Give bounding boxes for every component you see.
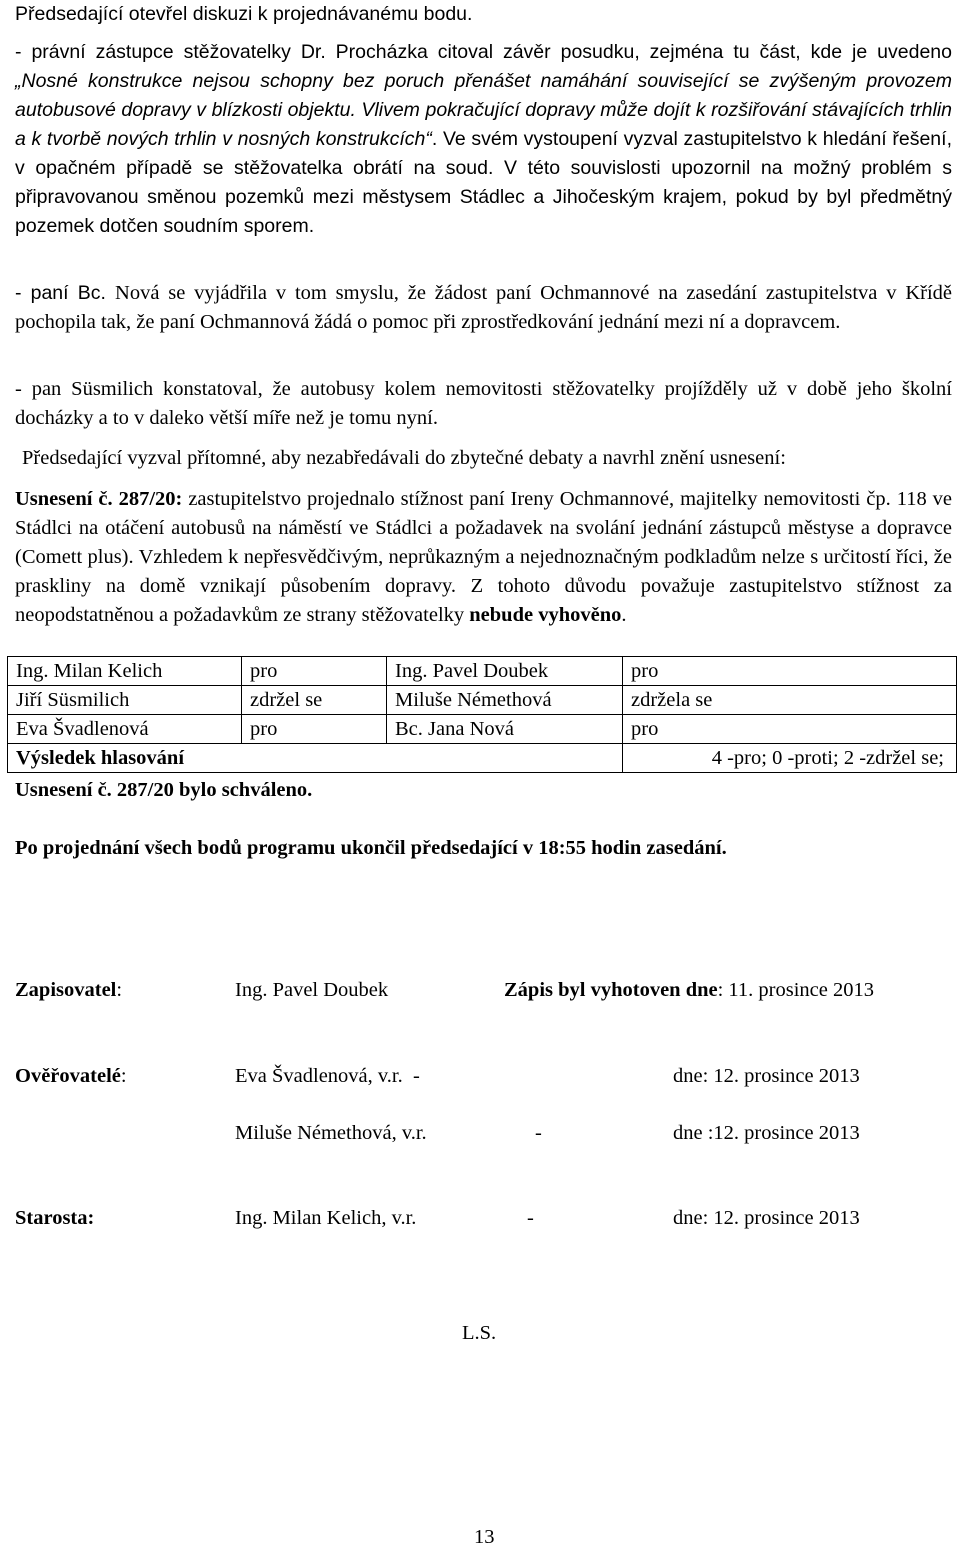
seal-mark: L.S.: [462, 1322, 497, 1344]
prepared-line: Zápis byl vyhotoven dne: 11. prosince 2013: [504, 979, 874, 1001]
recorder-label: Zapisovatel:: [15, 979, 123, 1001]
vote-value: pro: [623, 715, 957, 744]
resolution-end: .: [621, 604, 627, 626]
vote-name: Ing. Pavel Doubek: [387, 657, 623, 686]
recorder-name: Ing. Pavel Doubek: [235, 979, 389, 1001]
mayor-dash: -: [527, 1207, 534, 1229]
table-row: [8, 744, 957, 773]
intro-paragraph: [15, 0, 952, 29]
chair-paragraph: [22, 444, 960, 473]
vote-name: Jiří Süsmilich: [8, 686, 242, 715]
mayor-name: Ing. Milan Kelich, v.r.: [235, 1207, 417, 1229]
vote-value: pro: [242, 657, 387, 686]
resolution-label: Usnesení č. 287/20:: [15, 488, 183, 510]
verifier-2-date: dne :12. prosince 2013: [673, 1122, 860, 1144]
lawyer-text-end: . Ve svém vystoupení vyzval zastupitelstvo k hledání řešení, v opačném případě se stěžovatelka obrátí na soud. V této souvislosti upozornil na možný problém s připravovanou směnou pozemků mezi městysem Stádlec a Jihočeským krajem, pokud by byl předmětný pozemek dotčen soudním sporem.: [15, 128, 952, 237]
resolution-bold-end: nebude vyhověno: [469, 604, 622, 626]
vote-name: Bc. Jana Nová: [387, 715, 623, 744]
resolution-paragraph: [15, 485, 952, 630]
chair-text: Předsedající vyzval přítomné, aby nezabředávali do zbytečné debaty a navrhl znění usnesení:: [22, 447, 786, 469]
table-row: [8, 715, 957, 744]
closing-line: [15, 834, 952, 863]
verifier-2-dash: -: [535, 1122, 542, 1144]
nova-paragraph: [15, 279, 952, 337]
table-row: [8, 686, 957, 715]
verifier-2: Miluše Némethová, v.r.: [235, 1122, 427, 1144]
vote-result-label: Výsledek hlasování: [8, 744, 623, 773]
mayor-label: Starosta:: [15, 1207, 95, 1229]
report-quote: „Nosné konstrukce nejsou schopny bez poruch přenášet namáhání související se zvýšeným provozem autobusové dopravy v blízkosti objektu. Vlivem pokračující dopravy může dojít k rozšiřování stávajících trhlin a k tvorbě nových trhlin v nosných konstrukcích“: [15, 70, 952, 150]
verifier-1-date: dne: 12. prosince 2013: [673, 1065, 860, 1087]
susmilich-paragraph: [15, 375, 952, 433]
susmilich-text: - pan Süsmilich konstatoval, že autobusy kolem nemovitosti stěžovatelky projížděly už v době jeho školní docházky a to v daleko větší míře než je tomu nyní.: [15, 378, 952, 429]
vote-value: pro: [623, 657, 957, 686]
vote-value: zdržel se: [242, 686, 387, 715]
lawyer-paragraph: [15, 38, 952, 241]
vote-name: Eva Švadlenová: [8, 715, 242, 744]
vote-result-value: 4 -pro; 0 -proti; 2 -zdržel se;: [623, 744, 957, 773]
nova-prefix: - paní Bc.: [15, 282, 116, 304]
approval-line: [15, 776, 952, 805]
table-row: [8, 657, 957, 686]
lawyer-text-start: - právní zástupce stěžovatelky Dr. Procházka citoval závěr posudku, zejména tu část, kde je uvedeno: [15, 41, 952, 63]
closing-text: Po projednání všech bodů programu ukončil předsedající v 18:55 hodin zasedání.: [15, 837, 727, 859]
vote-value: zdržela se: [623, 686, 957, 715]
vote-table: [7, 656, 957, 773]
vote-name: Ing. Milan Kelich: [8, 657, 242, 686]
resolution-text: zastupitelstvo projednalo stížnost paní Ireny Ochmannové, majitelky nemovitosti čp. 118 ve Stádlci na otáčení autobusů na náměstí ve Stádlci a požadavek na svolání jednání zástupců městyse a dopravce (Comett plus). Vzhledem k nepřesvědčivým, neprůkazným a nejednoznačným podkladům nelze s určitostí říci, že praskliny na domě vznikají působením dopravy. Z tohoto důvodu považuje zastupitelstvo stížnost za neopodstatněnou a požadavkům ze strany stěžovatelky: [15, 488, 952, 626]
page-number: 13: [474, 1526, 495, 1548]
mayor-date: dne: 12. prosince 2013: [673, 1207, 860, 1229]
verifiers-label: Ověřovatelé:: [15, 1065, 127, 1087]
vote-name: Miluše Némethová: [387, 686, 623, 715]
approval-text: Usnesení č. 287/20 bylo schváleno.: [15, 779, 313, 801]
verifier-1: Eva Švadlenová, v.r. -: [235, 1065, 420, 1087]
vote-value: pro: [242, 715, 387, 744]
nova-text: Nová se vyjádřila v tom smyslu, že žádost paní Ochmannové na zasedání zastupitelstva v Křídě pochopila tak, že paní Ochmannová žádá o pomoc při zprostředkování jednání mezi ní a dopravcem.: [15, 282, 952, 333]
intro-text: Předsedající otevřel diskuzi k projednávanému bodu.: [15, 3, 473, 25]
